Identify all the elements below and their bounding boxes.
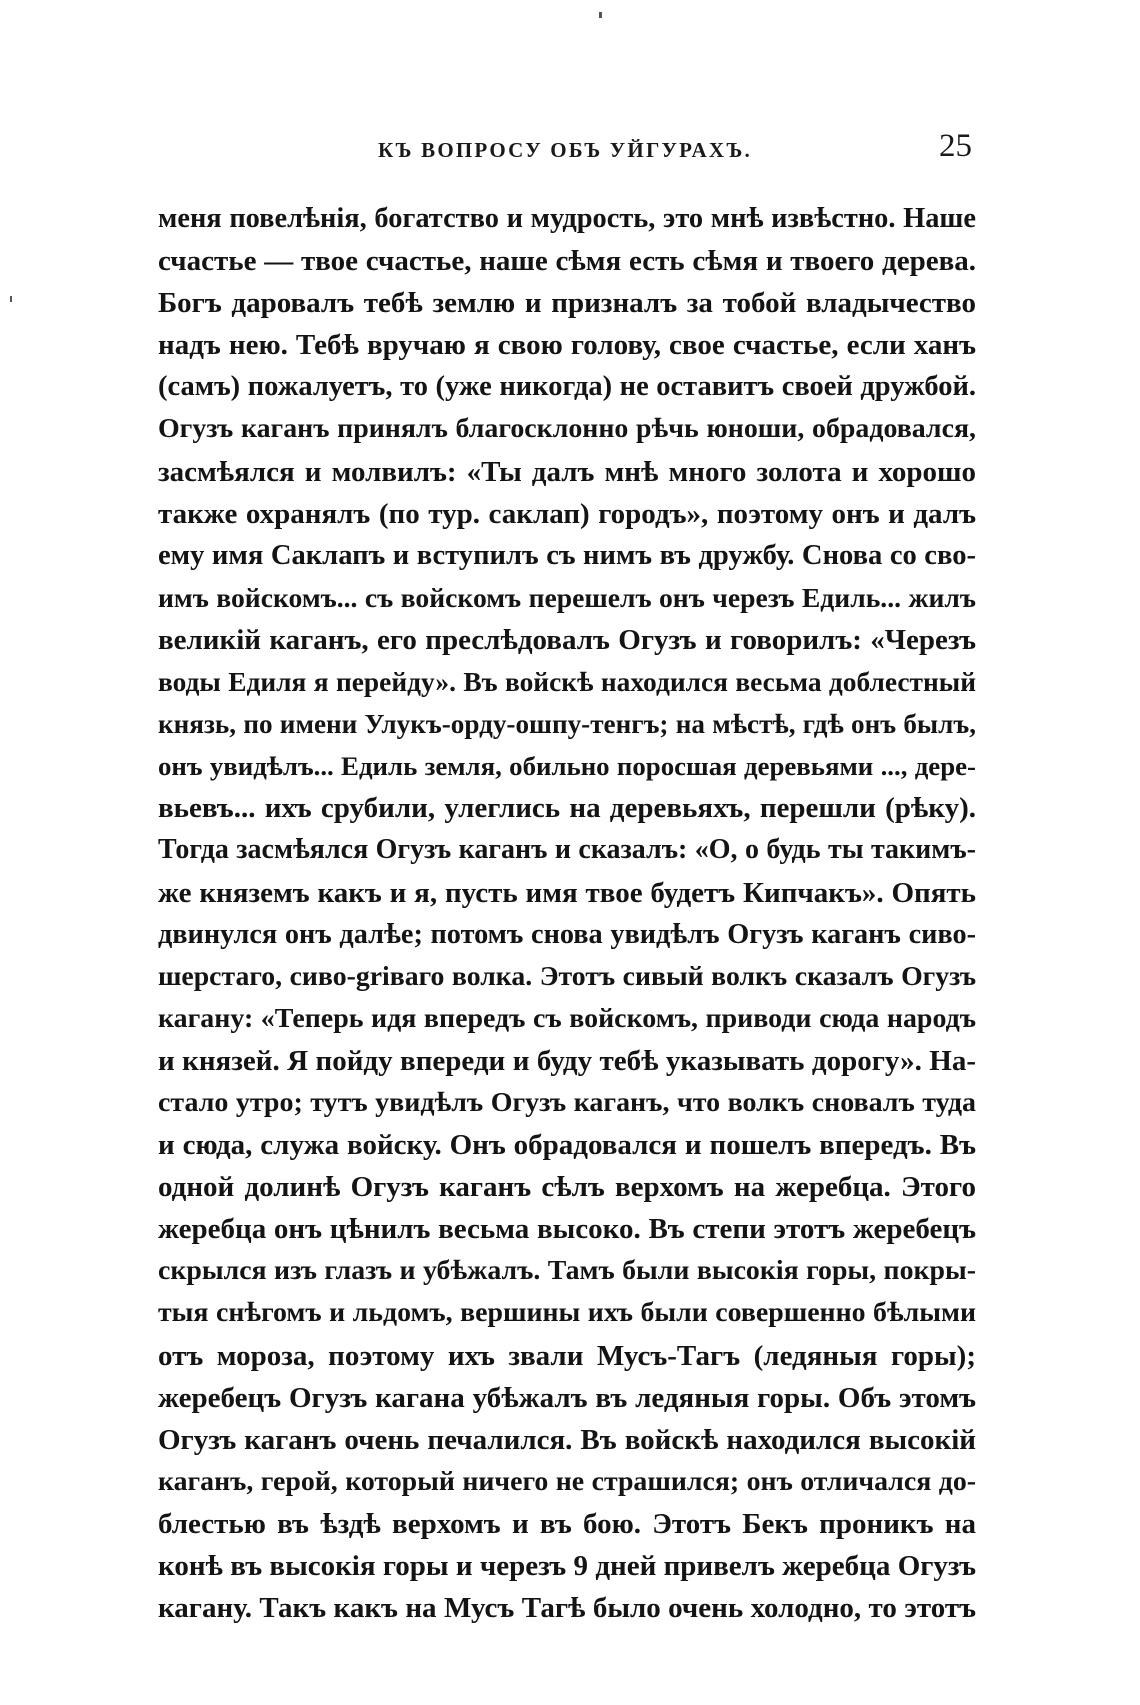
text-line: счастье — твое счастье, наше сѣмя есть сѣмя и твоего дерева. bbox=[158, 245, 976, 278]
text-line: имъ войскомъ... съ войскомъ перешелъ онъ черезъ Едиль... жилъ bbox=[158, 581, 976, 613]
text-line: Богъ даровалъ тебѣ землю и призналъ за тобой владычество bbox=[158, 287, 976, 320]
body-text bbox=[158, 198, 976, 1629]
text-line: шерстаго, сиво-griваго волка. Этотъ сивый волкъ сказалъ Огузъ bbox=[158, 960, 976, 992]
text-line: также охранялъ (по тур. саклап) городъ», поэтому онъ и далъ bbox=[158, 497, 976, 530]
text-line: одной долинѣ Огузъ каганъ сѣлъ верхомъ на жеребца. Этого bbox=[158, 1171, 976, 1204]
text-line: ему имя Саклапъ и вступилъ съ нимъ въ дружбу. Снова со сво- bbox=[158, 539, 976, 571]
text-line: великій каганъ, его преслѣдовалъ Огузъ и говорилъ: «Черезъ bbox=[158, 623, 976, 656]
text-line: скрылся изъ глазъ и убѣжалъ. Тамъ были высокія горы, покры- bbox=[158, 1255, 976, 1287]
text-line: тыя снѣгомъ и льдомъ, вершины ихъ были совершенно бѣлыми bbox=[158, 1297, 976, 1329]
scan-speck bbox=[10, 296, 12, 302]
text-line: Тогда засмѣялся Огузъ каганъ и сказалъ: «О, о будь ты такимъ- bbox=[158, 834, 976, 866]
text-line: Огузъ каганъ очень печалился. Въ войскѣ находился высокій bbox=[158, 1423, 976, 1456]
text-line: и князей. Я пойду впереди и буду тебѣ указывать дорогу». На- bbox=[158, 1044, 976, 1077]
text-line: и сюда, служа войску. Онъ обрадовался и пошелъ впередъ. Въ bbox=[158, 1129, 976, 1162]
text-line: двинулся онъ далѣе; потомъ снова увидѣлъ Огузъ каганъ сиво- bbox=[158, 918, 976, 950]
text-line: вьевъ... ихъ срубили, улеглись на деревьяхъ, перешли (рѣку). bbox=[158, 792, 976, 825]
text-line: жеребецъ Огузъ кагана убѣжалъ въ ледяныя горы. Объ этомъ bbox=[158, 1381, 976, 1414]
text-line: князь, по имени Улукъ-орду-ошпу-тенгъ; на мѣстѣ, гдѣ онъ былъ, bbox=[158, 709, 976, 740]
text-line: блестью въ ѣздѣ верхомъ и въ бою. Этотъ Бекъ проникъ на bbox=[158, 1507, 976, 1540]
text-line: кагану. Такъ какъ на Мусъ Тагѣ было очень холодно, то этотъ bbox=[158, 1592, 976, 1625]
text-line: надъ нею. Тебѣ вручаю я свою голову, свое счастье, если ханъ bbox=[158, 329, 976, 362]
text-line: меня повелѣнія, богатство и мудрость, это мнѣ извѣстно. Наше bbox=[158, 203, 976, 234]
running-title: КЪ ВОПРОСУ ОБЪ УЙГУРАХЪ. bbox=[378, 138, 752, 162]
text-line: кагану: «Теперь идя впередъ съ войскомъ, приводи сюда народъ bbox=[158, 1002, 976, 1034]
running-head bbox=[158, 128, 976, 174]
text-line: воды Едиля я перейду». Въ войскѣ находился весьма доблестный bbox=[158, 667, 976, 698]
text-line: отъ мороза, поэтому ихъ звали Мусъ-Тагъ (ледяныя горы); bbox=[158, 1339, 976, 1372]
text-line: конѣ въ высокія горы и черезъ 9 дней привелъ жеребца Огузъ bbox=[158, 1550, 976, 1582]
scan-speck bbox=[599, 12, 602, 18]
text-line: засмѣялся и молвилъ: «Ты далъ мнѣ много золота и хорошо bbox=[158, 455, 976, 488]
text-line: Огузъ каганъ принялъ благосклонно рѣчь юноши, обрадовался, bbox=[158, 413, 976, 445]
text-line: каганъ, герой, который ничего не страшился; онъ отличался до- bbox=[158, 1465, 976, 1497]
text-line: жеребца онъ цѣнилъ весьма высоко. Въ степи этотъ жеребецъ bbox=[158, 1213, 976, 1246]
text-line: стало утро; тутъ увидѣлъ Огузъ каганъ, что волкъ сновалъ туда bbox=[158, 1086, 976, 1118]
text-line: (самъ) пожалуетъ, то (уже никогда) не оставитъ своей дружбой. bbox=[158, 371, 976, 403]
text-line: онъ увидѣлъ... Едиль земля, обильно поросшая деревьями ..., дере- bbox=[158, 751, 976, 782]
page-number: 25 bbox=[939, 128, 972, 164]
text-line: же княземъ какъ и я, пусть имя твое будетъ Кипчакъ». Опять bbox=[158, 876, 976, 909]
